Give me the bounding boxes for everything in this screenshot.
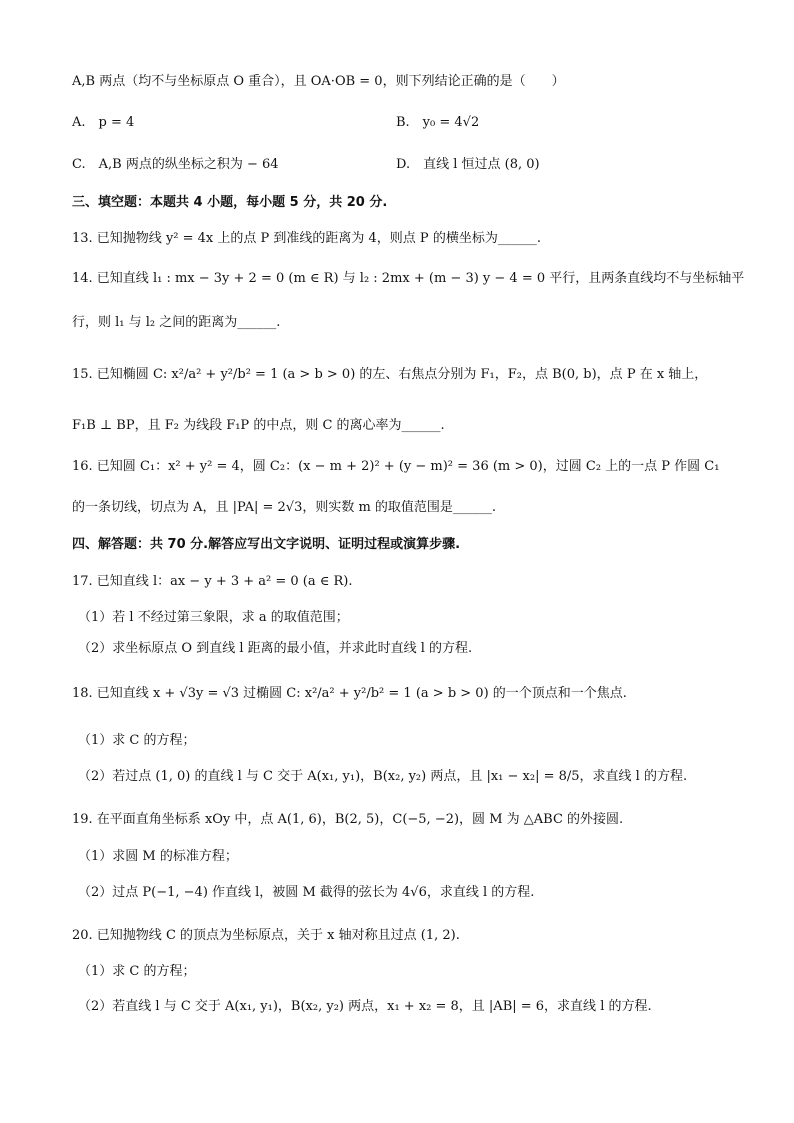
question-16-line-2: 的一条切线，切点为 A，且 |PA| = 2√3，则实数 m 的取值范围是______. [72, 500, 497, 515]
question-15-line-1: 15. 已知椭圆 C: x²/a² + y²/b² = 1 (a > b > 0) 的左、右焦点分别为 F₁，F₂，点 B(0, b)，点 P 在 x 轴上， [72, 367, 708, 382]
question-17: 17. 已知直线 l：ax − y + 3 + a² = 0 (a ∈ R). [72, 574, 353, 589]
question-18-part-2: （2）若过点 (1, 0) 的直线 l 与 C 交于 A(x₁, y₁)，B(x₂, y₂) 两点，且 |x₁ − x₂| = 8/5，求直线 l 的方程. [78, 769, 688, 784]
question-20-part-2: （2）若直线 l 与 C 交于 A(x₁, y₁)，B(x₂, y₂) 两点，x₁ + x₂ = 8，且 |AB| = 6，求直线 l 的方程. [78, 999, 652, 1014]
section-4-heading: 四、解答题：共 70 分.解答应写出文字说明、证明过程或演算步骤. [72, 537, 461, 552]
q12-option-a: A. p = 4 [72, 115, 135, 130]
question-18: 18. 已知直线 x + √3y = √3 过椭圆 C: x²/a² + y²/b² = 1 (a > b > 0) 的一个顶点和一个焦点. [72, 686, 627, 701]
question-15-line-2: F₁B ⊥ BP，且 F₂ 为线段 F₁P 的中点，则 C 的离心率为______. [72, 418, 445, 433]
question-14-line-1: 14. 已知直线 l₁ : mx − 3y + 2 = 0 (m ∈ R) 与 l₂ : 2mx + (m − 3) y − 4 = 0 平行，且两条直线均不与坐标轴平 [72, 271, 745, 286]
q12-option-b: B. y₀ = 4√2 [396, 115, 480, 130]
question-19: 19. 在平面直角坐标系 xOy 中，点 A(1, 6)，B(2, 5)，C(−5, −2)，圆 M 为 △ABC 的外接圆. [72, 812, 624, 827]
question-19-part-1: （1）求圆 M 的标准方程； [78, 849, 238, 864]
question-13: 13. 已知抛物线 y² = 4x 上的点 P 到准线的距离为 4，则点 P 的横坐标为______. [72, 231, 541, 246]
question-17-part-1: （1）若 l 不经过第三象限，求 a 的取值范围； [78, 610, 349, 625]
question-17-part-2: （2）求坐标原点 O 到直线 l 距离的最小值，并求此时直线 l 的方程. [78, 641, 473, 656]
section-3-heading: 三、填空题：本题共 4 小题，每小题 5 分，共 20 分. [72, 195, 388, 210]
q12-option-c: C. A,B 两点的纵坐标之积为 − 64 [72, 157, 279, 172]
q12-stem: A,B 两点（均不与坐标原点 O 重合），且 OA·OB = 0，则下列结论正确的是（ ） [72, 74, 565, 89]
question-18-part-1: （1）求 C 的方程； [78, 733, 196, 748]
question-20: 20. 已知抛物线 C 的顶点为坐标原点，关于 x 轴对称且过点 (1, 2). [72, 928, 460, 943]
question-14-line-2: 行，则 l₁ 与 l₂ 之间的距离为______. [72, 315, 281, 330]
q12-option-d: D. 直线 l 恒过点 (8, 0) [396, 157, 540, 172]
question-16-line-1: 16. 已知圆 C₁：x² + y² = 4，圆 C₂：(x − m + 2)² + (y − m)² = 36 (m > 0)，过圆 C₂ 上的一点 P 作圆 C₁ [72, 459, 720, 474]
question-20-part-1: （1）求 C 的方程； [78, 964, 196, 979]
question-19-part-2: （2）过点 P(−1, −4) 作直线 l，被圆 M 截得的弦长为 4√6，求直线 l 的方程. [78, 885, 535, 900]
